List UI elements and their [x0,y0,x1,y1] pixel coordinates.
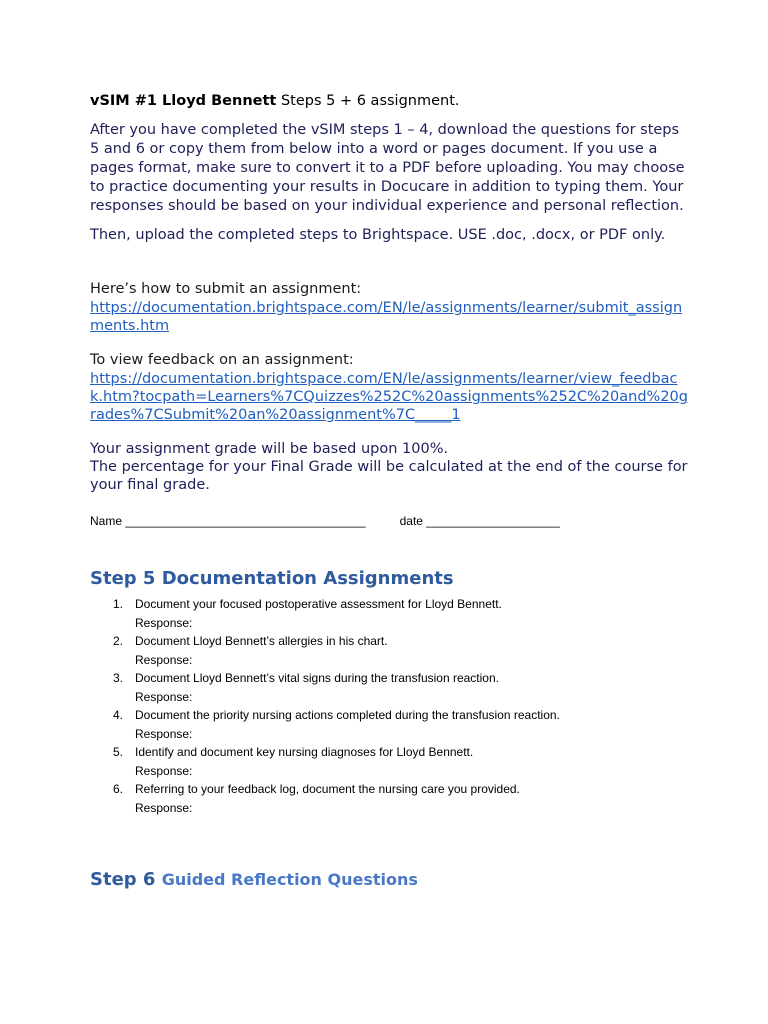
list-item [90,706,690,743]
document-title [90,92,690,110]
name-field: Name ____________________________________ [90,514,366,528]
name-date-line [90,514,690,528]
submit-link[interactable]: https://documentation.brightspace.com/EN/le/assignments/learner/submit_assignments.htm [90,300,683,334]
item-number: 1. [113,597,124,611]
step5-heading: Step 5 Documentation Assignments [90,568,454,589]
item-response: Response: [135,726,193,741]
submit-section [90,280,690,335]
item-text: Document Lloyd Bennett’s allergies in his chart. [135,634,388,648]
feedback-link[interactable]: https://documentation.brightspace.com/EN/le/assignments/learner/view_feedback.htm?tocpath=Learners%7CQuizzes%252C%20assignments%252C%20and%20grades%7CSubmit%20an%20assignment%7C_____1 [90,371,688,423]
item-response: Response: [135,800,193,815]
grading-line-2: The percentage for your Final Grade will be calculated at the end of the course for your final grade. [90,459,688,493]
item-response: Response: [135,615,193,630]
submit-label: Here’s how to submit an assignment: [90,281,362,297]
date-field: date ____________________ [399,514,560,528]
intro-paragraph: After you have completed the vSIM steps 1 – 4, download the questions for steps 5 and 6 or copy them from below into a word or pages document. If you use a pages format, make sure to convert it to a PDF before uploading. You may choose to practice documenting your results in Docucare in addition to typing them. Your responses should be based on your individual experience and personal reflection. [90,122,685,214]
grading-section [90,440,690,494]
item-text: Identify and document key nursing diagnoses for Lloyd Bennett. [135,745,474,759]
title-rest: Steps 5 + 6 assignment. [276,93,460,109]
item-response: Response: [135,763,193,778]
step6-heading-sub: Guided Reflection Questions [161,870,418,889]
list-item [90,632,690,669]
upload-instruction: Then, upload the completed steps to Brightspace. USE .doc, .docx, or PDF only. [90,227,666,243]
step6-heading [90,869,690,890]
feedback-section [90,351,690,424]
item-number: 2. [113,634,124,648]
item-text: Referring to your feedback log, document the nursing care you provided. [135,782,520,796]
item-response: Response: [135,689,193,704]
list-item [90,780,690,817]
item-text: Document Lloyd Bennett’s vital signs during the transfusion reaction. [135,671,499,685]
step6-heading-main: Step 6 [90,869,162,890]
feedback-label: To view feedback on an assignment: [90,352,354,368]
step5-list [90,595,690,817]
item-number: 4. [113,708,124,722]
item-text: Document the priority nursing actions completed during the transfusion reaction. [135,708,560,722]
title-bold: vSIM #1 Lloyd Bennett [90,93,277,109]
item-number: 5. [113,745,124,759]
item-response: Response: [135,652,193,667]
spacer [90,255,690,280]
grading-line-1: Your assignment grade will be based upon 100%. [90,441,449,457]
list-item [90,595,690,632]
item-number: 3. [113,671,124,685]
item-number: 6. [113,782,124,796]
item-text: Document your focused postoperative assessment for Lloyd Bennett. [135,597,502,611]
list-item [90,669,690,706]
list-item [90,743,690,780]
document-body [90,92,690,896]
